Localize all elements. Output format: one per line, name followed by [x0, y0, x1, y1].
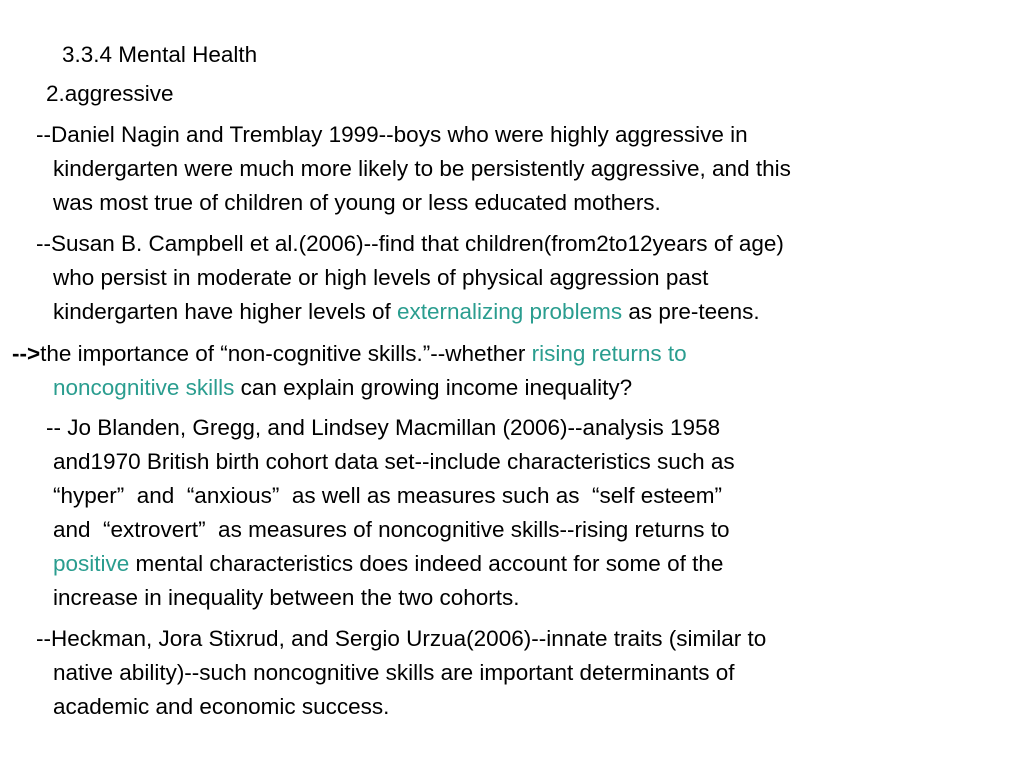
importance-paragraph-line-2 [53, 371, 632, 405]
nagin-paragraph-line-3: was most true of children of young or less educated mothers. [53, 190, 661, 215]
arrow-marker: --> [12, 341, 41, 366]
heckman-paragraph-line-3: academic and economic success. [53, 694, 390, 719]
importance-paragraph-line-1 [12, 337, 687, 371]
blanden-paragraph-line-5 [53, 547, 723, 581]
nagin-paragraph-line-2: kindergarten were much more likely to be persistently aggressive, and this [53, 156, 791, 181]
heckman-paragraph-line-1: --Heckman, Jora Stixrud, and Sergio Urzua(2006)--innate traits (similar to [36, 626, 767, 651]
blanden-paragraph-line-3: “hyper” and “anxious” as well as measures such as “self esteem” [53, 483, 723, 508]
nagin-paragraph-line-1: --Daniel Nagin and Tremblay 1999--boys who were highly aggressive in [36, 122, 748, 147]
blanden-paragraph-line-6: increase in inequality between the two cohorts. [53, 585, 520, 610]
importance-text-end: can explain growing income inequality? [234, 375, 633, 400]
blanden-text: mental characteristics does indeed account for some of the [129, 551, 724, 576]
noncognitive-skills-highlight: noncognitive skills [53, 375, 235, 400]
slide-subheading: 2.aggressive [46, 81, 174, 106]
heckman-paragraph-line-2: native ability)--such noncognitive skills are important determinants of [53, 660, 735, 685]
positive-highlight: positive [53, 551, 130, 576]
blanden-paragraph-line-2: and1970 British birth cohort data set--include characteristics such as [53, 449, 735, 474]
rising-returns-highlight: rising returns to [531, 341, 687, 366]
externalizing-problems-highlight: externalizing problems [396, 299, 623, 324]
blanden-paragraph-line-4: and “extrovert” as measures of noncognitive skills--rising returns to [53, 517, 730, 542]
campbell-paragraph-line-1: --Susan B. Campbell et al.(2006)--find that children(from2to12years of age) [36, 231, 784, 256]
campbell-paragraph-line-3 [53, 295, 760, 329]
importance-text: the importance of “non-cognitive skills.”--whether [40, 341, 532, 366]
blanden-paragraph-line-1: -- Jo Blanden, Gregg, and Lindsey Macmillan (2006)--analysis 1958 [46, 415, 721, 440]
slide-heading: 3.3.4 Mental Health [62, 42, 258, 67]
campbell-text-end: as pre-teens. [622, 299, 760, 324]
campbell-text: kindergarten have higher levels of [53, 299, 397, 324]
campbell-paragraph-line-2: who persist in moderate or high levels of physical aggression past [53, 265, 709, 290]
